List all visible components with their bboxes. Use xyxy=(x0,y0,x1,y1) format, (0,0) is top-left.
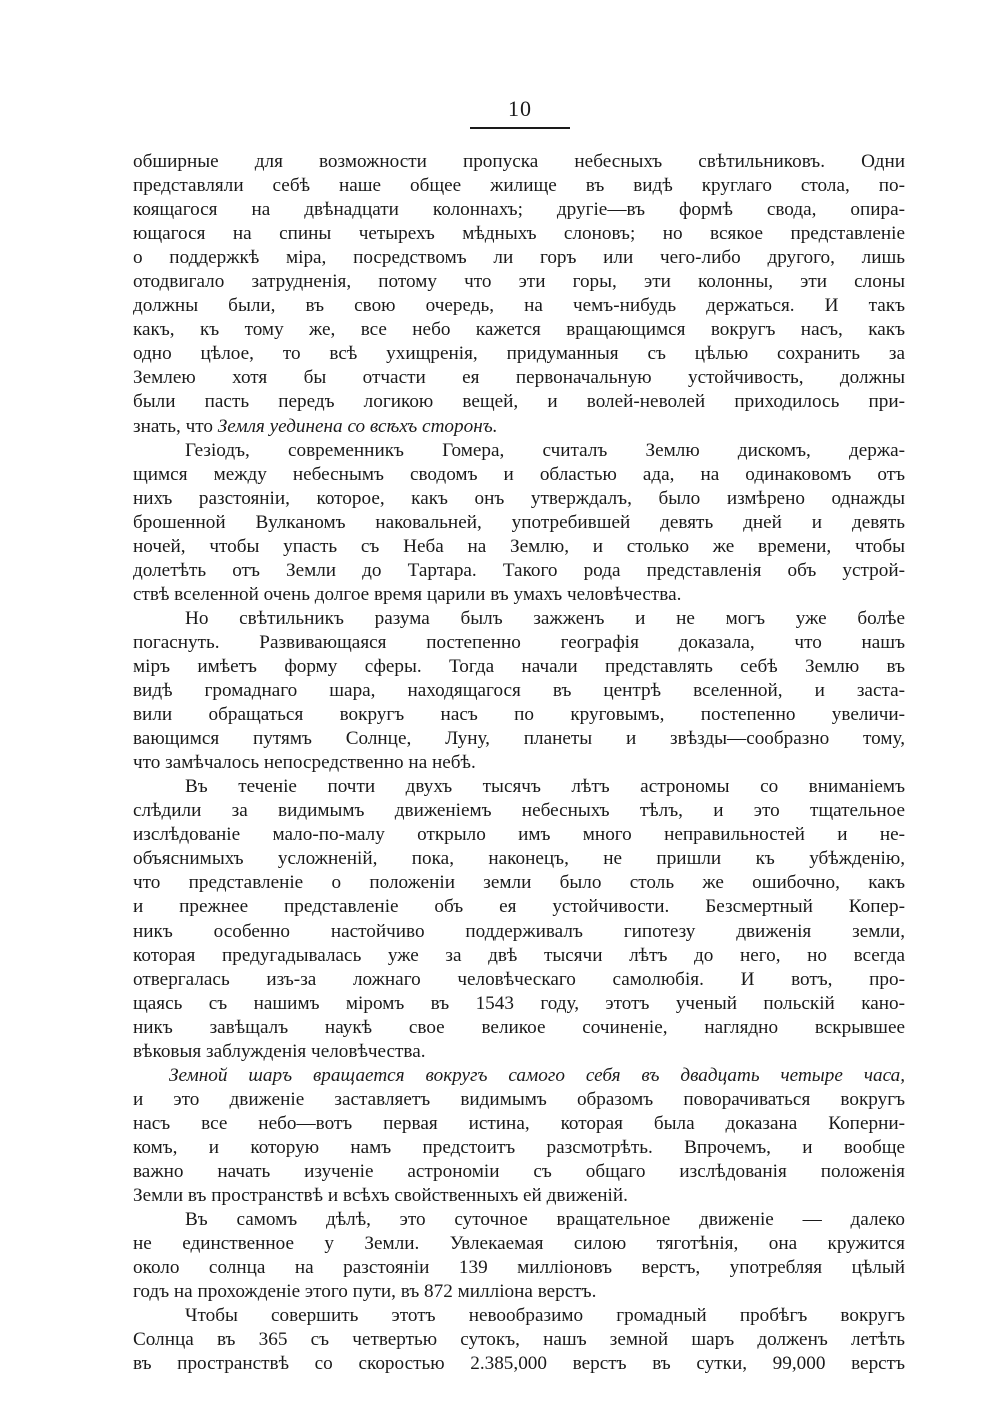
text-line: вающимся путямъ Солнце, Луну, планеты и звѣзды—сообразно тому, xyxy=(133,728,905,750)
text-line: отвергалась изъ-за ложнаго человѣческаго самолюбія. И вотъ, про- xyxy=(133,968,905,990)
text-line: комъ, и которую намъ предстоитъ разсмотрѣть. Впрочемъ, и вообще xyxy=(133,1136,905,1158)
main-text xyxy=(133,150,905,1376)
paragraph-start: Гезіодъ, современникъ Гомера, считалъ Землю дискомъ, держа- xyxy=(185,439,905,461)
text-line: слѣдили за видимымъ движеніемъ небесныхъ тѣлъ, и это тщательное xyxy=(133,800,905,822)
text-line: и это движеніе заставляетъ видимымъ образомъ поворачиваться вокругъ xyxy=(133,1088,905,1110)
text-line: погаснуть. Развивающаяся постепенно географія доказала, что нашъ xyxy=(133,631,905,653)
italic-phrase: Земля уединена со всѣхъ сторонъ. xyxy=(217,415,498,437)
text-line: міръ имѣетъ форму сферы. Тогда начали представлять себѣ Землю въ xyxy=(133,655,905,677)
text-line: коящагося на двѣнадцати колоннахъ; другіе—въ формѣ свода, опира- xyxy=(133,199,905,221)
text-line: долетѣть отъ Земли до Тартара. Такого рода представленія объ устрой- xyxy=(133,559,905,581)
text-line: Солнца въ 365 съ четвертью сутокъ, нашъ земной шаръ долженъ летѣть xyxy=(133,1329,905,1351)
text-line: изслѣдованіе мало-по-малу открыло имъ много неправильностей и не- xyxy=(133,824,905,846)
text-line: ющагося на спины четырехъ мѣдныхъ слоновъ; но всякое представленіе xyxy=(133,223,905,245)
text-line: что представленіе о положеніи земли было столь же ошибочно, какъ xyxy=(133,872,905,894)
text-line-with-italic xyxy=(133,415,905,439)
text-line: представляли себѣ наше общее жилище въ видѣ круглаго стола, по- xyxy=(133,175,905,197)
italic-line xyxy=(133,1064,905,1088)
page-number: 10 xyxy=(508,96,532,121)
text-line: никъ завѣщалъ наукѣ свое великое сочиненіе, наглядно вскрывшее xyxy=(133,1016,905,1038)
text-line: и прежнее представленіе объ ея устойчивости. Безсмертный Копер- xyxy=(133,896,905,918)
italic-phrase: Земной шаръ вращается вокругъ самого себя въ двадцать четыре часа, xyxy=(169,1064,905,1086)
text-line: которая предугадывалась уже за двѣ тысячи лѣтъ до него, но всегда xyxy=(133,944,905,966)
text-line: щаясь съ нашимъ міромъ въ 1543 году, этотъ ученый польскій кано- xyxy=(133,992,905,1014)
text-line: какъ, къ тому же, все небо кажется вращающимся вокругъ насъ, какъ xyxy=(133,319,905,341)
text-line: отодвигало затрудненія, потому что эти горы, эти колонны, эти слоны xyxy=(133,271,905,293)
text-line: должны были, въ свою очередь, на чемъ-нибудь держаться. И такъ xyxy=(133,295,905,317)
paragraph-start: Въ теченіе почти двухъ тысячъ лѣтъ астрономы со вниманіемъ xyxy=(185,776,905,798)
text-line: вѣковыя заблужденія человѣчества. xyxy=(133,1040,426,1062)
text-line: не единственное у Земли. Увлекаемая силою тяготѣнія, она кружится xyxy=(133,1233,905,1255)
text-line: вили обращаться вокругъ насъ по круговымъ, постепенно увеличи- xyxy=(133,704,905,726)
text-line: важно начать изученіе астрономіи съ общаго изслѣдованія положенія xyxy=(133,1160,905,1182)
text-line: нихъ разстояніи, которое, какъ онъ утверждалъ, было измѣрено однажды xyxy=(133,487,905,509)
text-line: насъ все небо—вотъ первая истина, которая была доказана Коперни- xyxy=(133,1112,905,1134)
text-line: видѣ громаднаго шара, находящагося въ центрѣ вселенной, и заста- xyxy=(133,680,905,702)
text-line: о поддержкѣ міра, посредствомъ ли горъ или чего-либо другого, лишь xyxy=(133,247,905,269)
text-line: годъ на прохожденіе этого пути, въ 872 милліона верстъ. xyxy=(133,1281,597,1303)
paragraph-start: Но свѣтильникъ разума былъ зажженъ и не могъ уже болѣе xyxy=(185,607,905,629)
text-line: что замѣчалось непосредственно на небѣ. xyxy=(133,752,476,774)
text-line: ствѣ вселенной очень долгое время царили въ умахъ человѣчества. xyxy=(133,583,682,605)
text-line: объяснимыхъ усложненій, пока, наконецъ, не пришли къ убѣжденію, xyxy=(133,848,905,870)
text-line: ночей, чтобы упасть съ Неба на Землю, и столько же времени, чтобы xyxy=(133,535,905,557)
text-line: одно цѣлое, то всѣ ухищренія, придуманныя съ цѣлью сохранить за xyxy=(133,343,905,365)
text-fragment: знать, что xyxy=(133,415,218,437)
text-line: брошенной Вулканомъ наковальней, употребившей девять дней и девять xyxy=(133,511,905,533)
text-line: обширные для возможности пропуска небесныхъ свѣтильниковъ. Одни xyxy=(133,151,905,172)
text-line: Земли въ пространствѣ и всѣхъ свойственныхъ ей движеній. xyxy=(133,1185,628,1207)
text-line: никъ особенно настойчиво поддерживалъ гипотезу движенія земли, xyxy=(133,920,905,942)
text-line: около солнца на разстояніи 139 милліоновъ верстъ, употребляя цѣлый xyxy=(133,1257,905,1279)
paragraph-start: Въ самомъ дѣлѣ, это суточное вращательное движеніе — далеко xyxy=(185,1209,905,1231)
text-line: Землею хотя бы отчасти ея первоначальную устойчивость, должны xyxy=(133,367,905,389)
paragraph-start: Чтобы совершить этотъ невообразимо громадный пробѣгъ вокругъ xyxy=(185,1305,905,1327)
text-line: щимся между небеснымъ сводомъ и областью ада, на одинаковомъ отъ xyxy=(133,463,905,485)
page-number-rule xyxy=(470,127,570,129)
text-line: въ пространствѣ со скоростью 2.385,000 верстъ въ сутки, 99,000 верстъ xyxy=(133,1353,905,1375)
text-line: были пасть передъ логикою вещей, и волей-неволей приходилось при- xyxy=(133,391,905,413)
